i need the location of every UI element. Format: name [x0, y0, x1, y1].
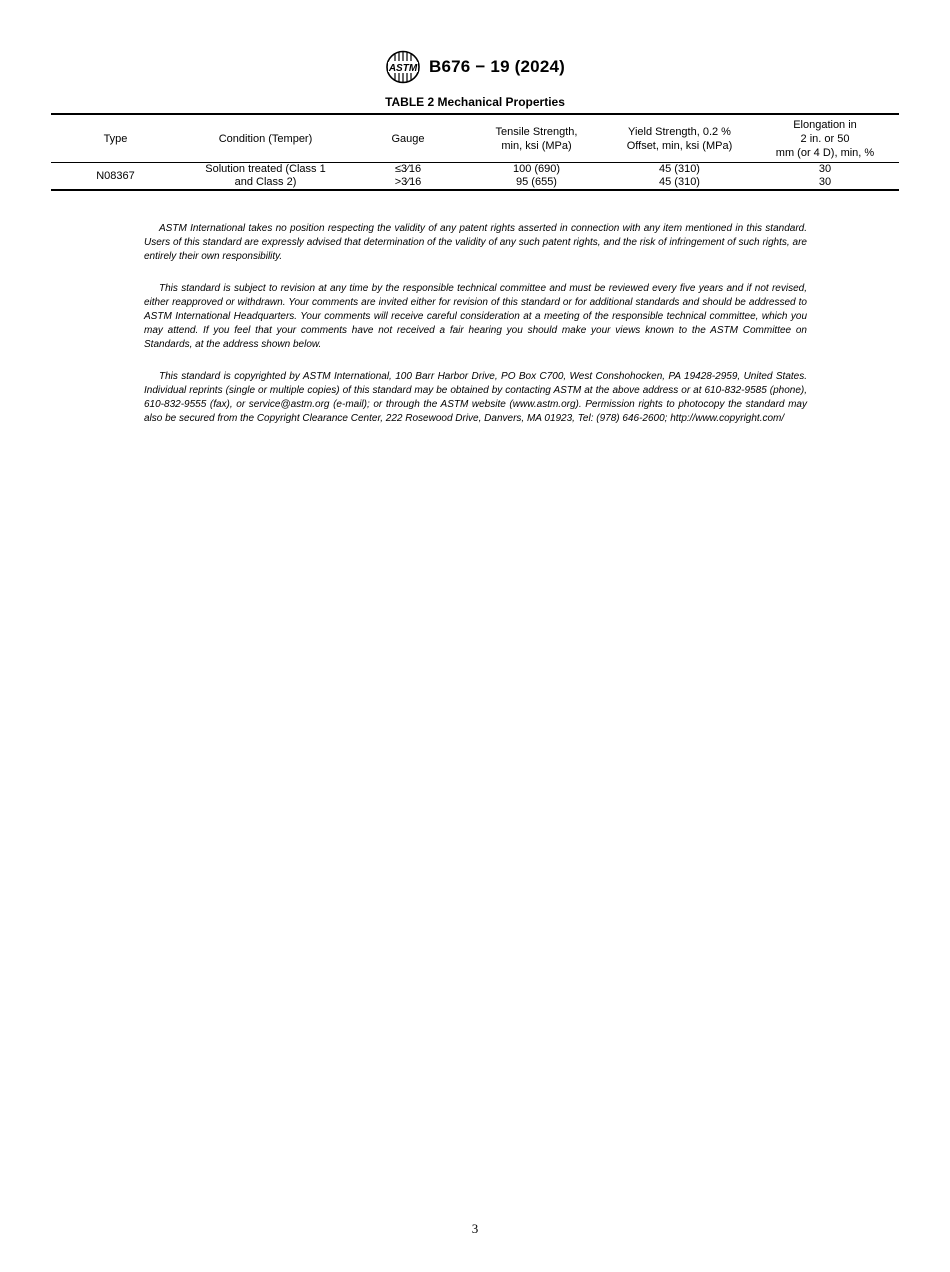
column-header-tensile: Tensile Strength, min, ksi (MPa) — [495, 126, 578, 152]
table-row — [51, 163, 899, 191]
copyright-notice: This standard is copyrighted by ASTM International, 100 Barr Harbor Drive, PO Box C700, West Conshohocken, PA 19428-2959, United States. Individual reprints (single or multiple copies) of this standard may be obtained by contacting ASTM at the above address or at 610-832-9585 (phone), 610-832-9555 (fax), or service@astm.org (e-mail); or through the ASTM website (www.astm.org). Permission rights to photocopy the standard may also be secured from the Copyright Clearance Center, 222 Rosewood Drive, Danvers, MA 01923, Tel: (978) 646-2600; http://www.copyright.com/ — [144, 370, 807, 425]
column-header-gauge: Gauge — [391, 133, 425, 145]
document-title: B676 − 19 (2024) — [429, 57, 565, 76]
cell-gauge: ≤3⁄16 >3⁄16 — [394, 163, 422, 188]
cell-condition: Solution treated (Class 1 and Class 2) — [205, 163, 326, 188]
cell-yield: 45 (310) 45 (310) — [659, 163, 700, 188]
column-header-yield: Yield Strength, 0.2 % Offset, min, ksi (MPa) — [626, 126, 733, 152]
cell-elongation: 30 30 — [818, 163, 832, 188]
svg-text:ASTM: ASTM — [388, 63, 418, 74]
cell-type: N08367 — [96, 169, 135, 182]
cell-tensile: 100 (690) 95 (655) — [512, 163, 561, 188]
legal-notes — [144, 222, 807, 443]
column-header-elongation: Elongation in 2 in. or 50 mm (or 4 D), min, % — [775, 119, 875, 159]
page-number: 3 — [471, 1221, 479, 1236]
page-header — [0, 50, 950, 86]
astm-logo-icon — [385, 50, 421, 84]
mechanical-properties-table — [51, 113, 899, 191]
table-caption: TABLE 2 Mechanical Properties — [385, 95, 565, 109]
revision-notice: This standard is subject to revision at any time by the responsible technical committee and must be reviewed every five years and if not revised, either reapproved or withdrawn. Your comments are invited either for revision of this standard or for additional standards and should be addressed to ASTM International Headquarters. Your comments will receive careful consideration at a meeting of the responsible technical committee, which you may attend. If you feel that your comments have not received a fair hearing you should make your views known to the ASTM Committee on Standards, at the address shown below. — [144, 282, 807, 351]
column-header-condition: Condition (Temper) — [218, 133, 313, 145]
patent-notice: ASTM International takes no position respecting the validity of any patent rights asserted in connection with any item mentioned in this standard. Users of this standard are expressly advised that determination of the validity of any such patent rights, and the risk of infringement of such rights, are entirely their own responsibility. — [144, 223, 807, 263]
column-header-type: Type — [103, 133, 128, 145]
table-header-row — [51, 114, 899, 163]
